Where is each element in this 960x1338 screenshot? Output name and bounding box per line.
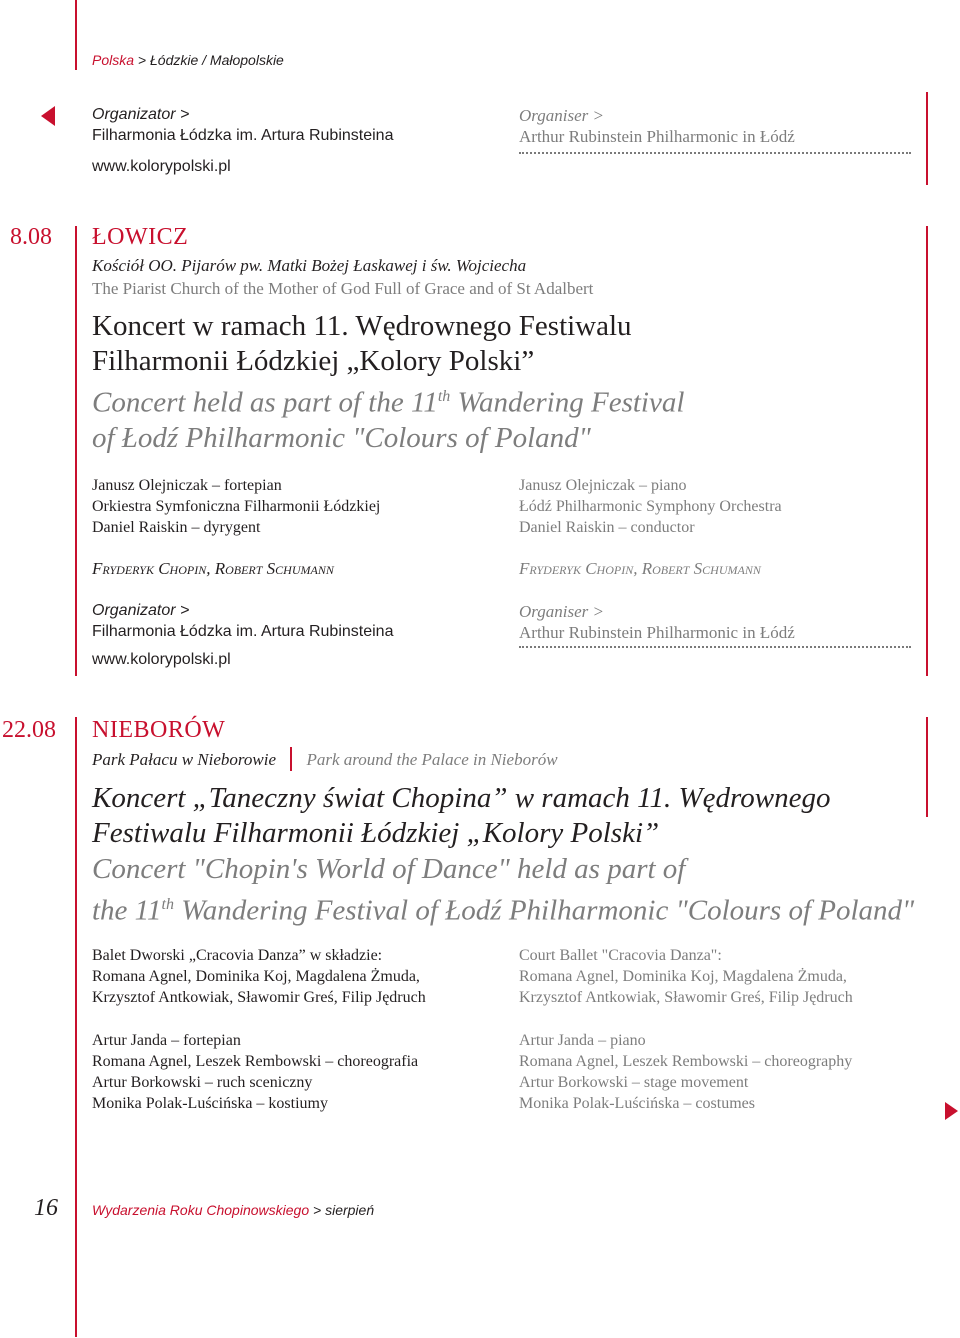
concert-title-pl-2 bbox=[92, 781, 830, 851]
organiser-name-pl: Filharmonia Łódzka im. Artura Rubinsteina bbox=[92, 127, 394, 144]
right-rule-1 bbox=[926, 92, 928, 185]
cast-line: Krzysztof Antkowiak, Sławomir Greś, Filip Jędruch bbox=[519, 989, 853, 1006]
cast-pl bbox=[92, 945, 426, 1008]
footer-title bbox=[92, 1202, 374, 1218]
breadcrumb-region[interactable]: Polska bbox=[92, 52, 135, 68]
breadcrumb-separator: > bbox=[137, 52, 147, 68]
concert-title-pl-2-line2: Festiwalu Filharmonii Łódzkiej „Kolory Polski” bbox=[92, 817, 660, 849]
organiser-label-pl-2: Organizator > bbox=[92, 602, 190, 619]
credit-line: Artur Janda – piano bbox=[519, 1032, 646, 1049]
event-city-2: NIEBORÓW bbox=[92, 717, 226, 743]
performers-pl bbox=[92, 475, 380, 538]
concert-title-en bbox=[92, 379, 684, 456]
next-page-arrow-icon[interactable] bbox=[945, 1102, 958, 1120]
left-rule-top bbox=[75, 0, 77, 70]
credit-line: Artur Janda – fortepian bbox=[92, 1032, 241, 1049]
concert-title-pl bbox=[92, 309, 632, 379]
credits-en bbox=[519, 1030, 852, 1114]
venue-pl: Kościół OO. Pijarów pw. Matki Bożej Łaskawej i św. Wojciecha bbox=[92, 256, 527, 275]
credit-line: Monika Polak-Luścińska – kostiumy bbox=[92, 1095, 328, 1112]
venue-en-2: Park around the Palace in Nieborów bbox=[306, 750, 558, 769]
organiser-label-en: Organiser > bbox=[519, 106, 604, 125]
previous-page-arrow-icon[interactable] bbox=[41, 106, 55, 126]
cast-line: Court Ballet "Cracovia Danza": bbox=[519, 947, 722, 964]
concert-title-pl-line2: Filharmonii Łódzkiej „Kolory Polski” bbox=[92, 345, 535, 377]
credit-line: Romana Agnel, Leszek Rembowski – choreografia bbox=[92, 1053, 419, 1070]
dotted-divider-2 bbox=[519, 646, 911, 648]
cast-line: Romana Agnel, Dominika Koj, Magdalena Żmuda, bbox=[92, 968, 420, 985]
right-rule-event1 bbox=[926, 226, 928, 676]
right-rule-event2 bbox=[926, 717, 928, 817]
event-date-2: 22.08 bbox=[2, 717, 56, 743]
organiser-name-en: Arthur Rubinstein Philharmonic in Łódź bbox=[519, 127, 795, 146]
concert-title-en-2 bbox=[92, 852, 914, 929]
cast-line: Romana Agnel, Dominika Koj, Magdalena Żmuda, bbox=[519, 968, 847, 985]
left-rule-event1 bbox=[75, 226, 77, 676]
event-date: 8.08 bbox=[10, 224, 52, 250]
concert-title-en-line1: Concert held as part of the 11th Wandering Festival bbox=[92, 386, 685, 419]
venue-pl-2: Park Pałacu w Nieborowie bbox=[92, 750, 276, 769]
organiser-name-en-2: Arthur Rubinstein Philharmonic in Łódź bbox=[519, 623, 795, 642]
event-city: ŁOWICZ bbox=[92, 224, 189, 250]
venue-separator bbox=[290, 747, 292, 771]
credit-line: Monika Polak-Luścińska – costumes bbox=[519, 1095, 755, 1112]
performer-line: Orkiestra Symfoniczna Filharmonii Łódzkiej bbox=[92, 498, 381, 515]
left-rule-event2 bbox=[75, 717, 77, 1337]
performer-line: Daniel Raiskin – conductor bbox=[519, 519, 695, 536]
concert-title-pl-2-line1: Koncert „Taneczny świat Chopina” w ramach 11. Wędrownego bbox=[92, 782, 831, 814]
breadcrumb-sub[interactable]: Łódzkie / Małopolskie bbox=[150, 52, 284, 68]
composers-en: Fryderyk Chopin, Robert Schumann bbox=[519, 559, 761, 578]
breadcrumb bbox=[92, 52, 284, 68]
concert-title-en-line2: of Łodź Philharmonic "Colours of Poland" bbox=[92, 421, 591, 454]
performer-line: Janusz Olejniczak – fortepian bbox=[92, 477, 282, 494]
footer-separator: > bbox=[313, 1202, 322, 1218]
performers-en bbox=[519, 475, 782, 538]
concert-title-en-2-line2: the 11th Wandering Festival of Łodź Philharmonic "Colours of Poland" bbox=[92, 894, 915, 927]
performer-line: Łódź Philharmonic Symphony Orchestra bbox=[519, 498, 782, 515]
footer-month: sierpień bbox=[325, 1202, 375, 1218]
venue-en: The Piarist Church of the Mother of God Full of Grace and of St Adalbert bbox=[92, 279, 594, 298]
website-link[interactable]: www.kolorypolski.pl bbox=[92, 158, 231, 175]
website-link-2[interactable]: www.kolorypolski.pl bbox=[92, 651, 231, 668]
composers-pl: Fryderyk Chopin, Robert Schumann bbox=[92, 559, 334, 578]
cast-line: Krzysztof Antkowiak, Sławomir Greś, Filip Jędruch bbox=[92, 989, 426, 1006]
organiser-label-en-2: Organiser > bbox=[519, 602, 604, 621]
cast-line: Balet Dworski „Cracovia Danza” w składzie: bbox=[92, 947, 383, 964]
performer-line: Daniel Raiskin – dyrygent bbox=[92, 519, 261, 536]
credits-pl bbox=[92, 1030, 418, 1114]
concert-title-en-2-line1: Concert "Chopin's World of Dance" held as part of bbox=[92, 853, 686, 885]
dotted-divider bbox=[519, 152, 911, 154]
page-number: 16 bbox=[34, 1195, 58, 1221]
concert-title-pl-line1: Koncert w ramach 11. Wędrownego Festiwalu bbox=[92, 310, 632, 342]
venue-row bbox=[92, 747, 558, 771]
organiser-label-pl: Organizator > bbox=[92, 106, 190, 123]
credit-line: Romana Agnel, Leszek Rembowski – choreography bbox=[519, 1053, 853, 1070]
cast-en bbox=[519, 945, 853, 1008]
footer-section-title[interactable]: Wydarzenia Roku Chopinowskiego bbox=[92, 1202, 310, 1218]
credit-line: Artur Borkowski – stage movement bbox=[519, 1074, 749, 1091]
credit-line: Artur Borkowski – ruch sceniczny bbox=[92, 1074, 313, 1091]
performer-line: Janusz Olejniczak – piano bbox=[519, 477, 687, 494]
organiser-name-pl-2: Filharmonia Łódzka im. Artura Rubinsteina bbox=[92, 623, 394, 640]
